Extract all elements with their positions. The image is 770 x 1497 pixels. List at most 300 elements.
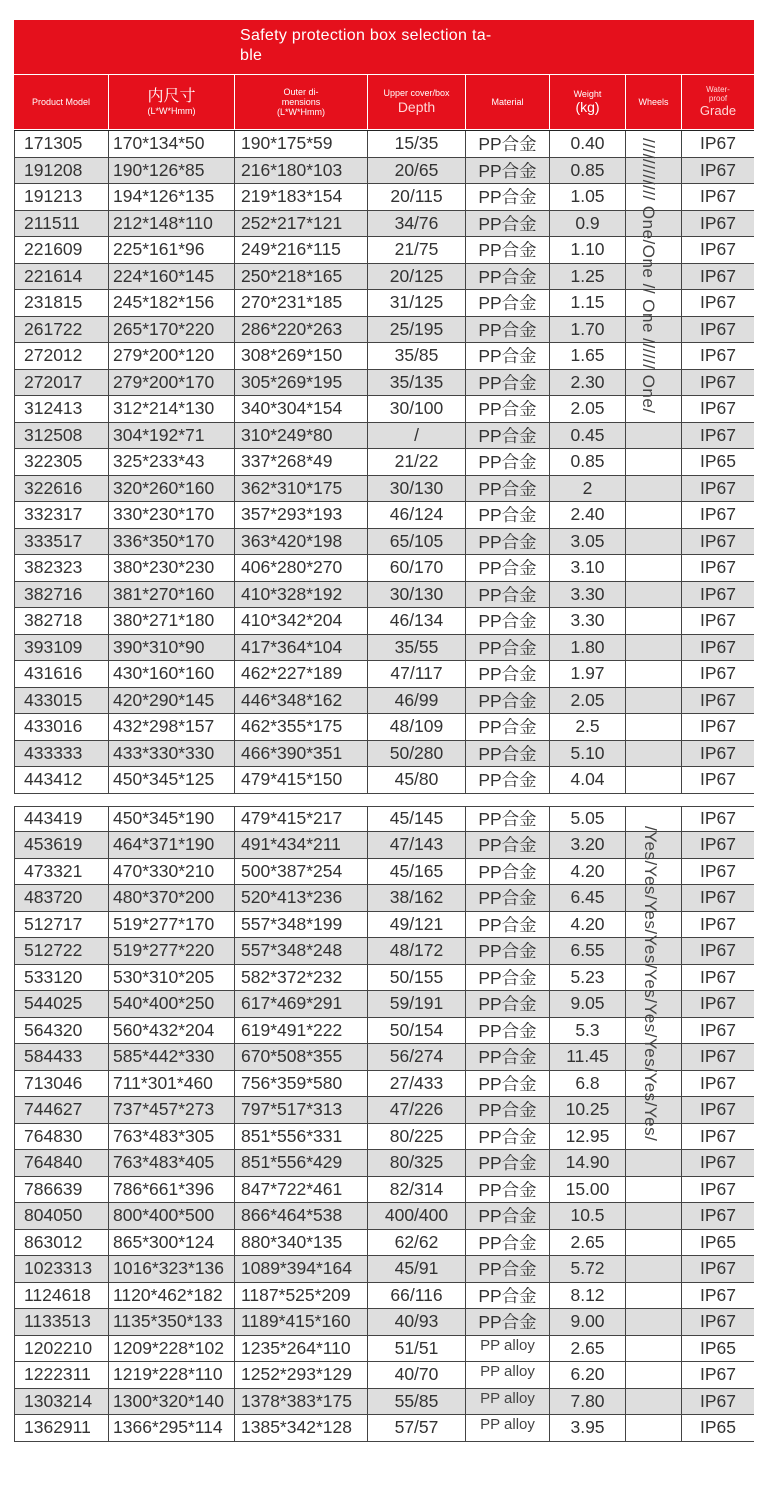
inner-dimensions-cell: 763*483*405 bbox=[109, 1150, 235, 1176]
material-cell: PP合金 bbox=[466, 661, 550, 687]
grade-cell: IP67 bbox=[700, 265, 736, 286]
table-row bbox=[14, 1283, 754, 1310]
material-cell: PP合金 bbox=[466, 714, 550, 740]
material-cell: PP alloy bbox=[466, 1336, 550, 1362]
grade-cell: IP67 bbox=[700, 887, 736, 908]
model-cell: 744627 bbox=[14, 1097, 109, 1123]
inner-dimensions-cell: 224*160*145 bbox=[109, 264, 235, 290]
model-cell: 382716 bbox=[14, 582, 109, 608]
model-cell: 1133513 bbox=[14, 1309, 109, 1335]
wheels-cell bbox=[626, 767, 682, 793]
weight-cell: 2.05 bbox=[550, 396, 626, 422]
wheels-cell bbox=[626, 1230, 682, 1256]
outer-dimensions-cell: 190*175*59 bbox=[235, 131, 368, 157]
model-cell: 221609 bbox=[14, 237, 109, 263]
table-row bbox=[14, 555, 754, 582]
material-cell: PP合金 bbox=[466, 965, 550, 991]
model-cell: 433016 bbox=[14, 714, 109, 740]
material-cell: PP合金 bbox=[466, 582, 550, 608]
grade-cell: IP67 bbox=[700, 371, 736, 392]
outer-dimensions-cell: 557*348*199 bbox=[235, 912, 368, 938]
weight-cell: 5.72 bbox=[550, 1256, 626, 1282]
material-cell: PP合金 bbox=[466, 184, 550, 210]
header-outer-sub: (L*W*Hmm) bbox=[277, 106, 325, 117]
grade-cell: IP67 bbox=[700, 1046, 736, 1067]
material-cell: PP合金 bbox=[466, 885, 550, 911]
wheels-cell bbox=[626, 1177, 682, 1203]
grade-cell: IP67 bbox=[700, 1364, 736, 1385]
header-outer-line1: Outer di- bbox=[283, 86, 319, 97]
inner-dimensions-cell: 420*290*145 bbox=[109, 688, 235, 714]
inner-dimensions-cell: 312*214*130 bbox=[109, 396, 235, 422]
grade-cell: IP67 bbox=[700, 716, 736, 737]
grade-cell: IP67 bbox=[700, 663, 736, 684]
grade-cell: IP67 bbox=[700, 292, 736, 313]
depth-cell: 35/135 bbox=[368, 370, 466, 396]
model-cell: 171305 bbox=[14, 131, 109, 157]
grade-cell: IP67 bbox=[700, 1099, 736, 1120]
weight-cell: 15.00 bbox=[550, 1177, 626, 1203]
grade-cell: IP67 bbox=[700, 636, 736, 657]
weight-cell: 3.05 bbox=[550, 529, 626, 555]
outer-dimensions-cell: 1235*264*110 bbox=[235, 1336, 368, 1362]
model-cell: 272012 bbox=[14, 343, 109, 369]
model-cell: 443412 bbox=[14, 767, 109, 793]
inner-dimensions-cell: 304*192*71 bbox=[109, 423, 235, 449]
depth-cell: 47/143 bbox=[368, 832, 466, 858]
model-cell: 433333 bbox=[14, 741, 109, 767]
table-row bbox=[14, 741, 754, 768]
header-wheels-label: Wheels bbox=[638, 97, 669, 107]
wheels-cell bbox=[626, 449, 682, 475]
material-cell: PP合金 bbox=[466, 264, 550, 290]
material-cell: PP合金 bbox=[466, 211, 550, 237]
model-cell: 453619 bbox=[14, 832, 109, 858]
outer-dimensions-cell: 216*180*103 bbox=[235, 158, 368, 184]
title-line-2: ble bbox=[240, 47, 263, 64]
weight-cell: 3.95 bbox=[550, 1415, 626, 1441]
model-cell: 272017 bbox=[14, 370, 109, 396]
header-material bbox=[466, 75, 550, 129]
weight-cell: 3.20 bbox=[550, 832, 626, 858]
depth-cell: 20/65 bbox=[368, 158, 466, 184]
depth-cell: 34/76 bbox=[368, 211, 466, 237]
material-cell: PP合金 bbox=[466, 688, 550, 714]
wheels-cell bbox=[626, 502, 682, 528]
inner-dimensions-cell: 430*160*160 bbox=[109, 661, 235, 687]
model-cell: 1202210 bbox=[14, 1336, 109, 1362]
material-cell: PP合金 bbox=[466, 131, 550, 157]
grade-cell: IP67 bbox=[700, 742, 736, 763]
material-cell: PP合金 bbox=[466, 476, 550, 502]
material-cell: PP合金 bbox=[466, 832, 550, 858]
depth-cell: 46/134 bbox=[368, 608, 466, 634]
wheels-cell bbox=[626, 1389, 682, 1415]
header-waterproof-grade bbox=[682, 75, 754, 129]
outer-dimensions-cell: 250*218*165 bbox=[235, 264, 368, 290]
model-cell: 261722 bbox=[14, 317, 109, 343]
depth-cell: 62/62 bbox=[368, 1230, 466, 1256]
outer-dimensions-cell: 337*268*49 bbox=[235, 449, 368, 475]
inner-dimensions-cell: 1135*350*133 bbox=[109, 1309, 235, 1335]
model-cell: 544025 bbox=[14, 991, 109, 1017]
depth-cell: 80/225 bbox=[368, 1124, 466, 1150]
inner-dimensions-cell: 470*330*210 bbox=[109, 859, 235, 885]
material-cell: PP合金 bbox=[466, 529, 550, 555]
material-cell: PP合金 bbox=[466, 1283, 550, 1309]
inner-dimensions-cell: 865*300*124 bbox=[109, 1230, 235, 1256]
weight-cell: 14.90 bbox=[550, 1150, 626, 1176]
weight-cell: 6.8 bbox=[550, 1071, 626, 1097]
header-row bbox=[14, 75, 754, 129]
weight-cell: 7.80 bbox=[550, 1389, 626, 1415]
grade-cell: IP67 bbox=[700, 689, 736, 710]
material-cell: PP合金 bbox=[466, 912, 550, 938]
inner-dimensions-cell: 336*350*170 bbox=[109, 529, 235, 555]
table-row bbox=[14, 1336, 754, 1363]
table-row bbox=[14, 449, 754, 476]
inner-dimensions-cell: 519*277*170 bbox=[109, 912, 235, 938]
material-cell: PP合金 bbox=[466, 807, 550, 832]
grade-cell: IP67 bbox=[700, 1019, 736, 1040]
material-cell: PP合金 bbox=[466, 158, 550, 184]
weight-cell: 1.80 bbox=[550, 635, 626, 661]
model-cell: 483720 bbox=[14, 885, 109, 911]
model-cell: 1222311 bbox=[14, 1362, 109, 1388]
outer-dimensions-cell: 1089*394*164 bbox=[235, 1256, 368, 1282]
weight-cell: 0.45 bbox=[550, 423, 626, 449]
weight-cell: 10.5 bbox=[550, 1203, 626, 1229]
wheels-yes-text: /Yes/Yes/Yes/Yes/Yes/Yes/Yes/Yes/Yes/ bbox=[641, 826, 660, 1142]
outer-dimensions-cell: 462*355*175 bbox=[235, 714, 368, 740]
inner-dimensions-cell: 464*371*190 bbox=[109, 832, 235, 858]
header-weight bbox=[550, 75, 626, 129]
header-depth-label: Depth bbox=[397, 99, 436, 115]
table-row bbox=[14, 582, 754, 609]
weight-cell: 9.05 bbox=[550, 991, 626, 1017]
outer-dimensions-cell: 1187*525*209 bbox=[235, 1283, 368, 1309]
inner-dimensions-cell: 265*170*220 bbox=[109, 317, 235, 343]
title-line-1: Safety protection box selection ta- bbox=[240, 27, 492, 44]
depth-cell: 21/75 bbox=[368, 237, 466, 263]
outer-dimensions-cell: 363*420*198 bbox=[235, 529, 368, 555]
header-inner-dimensions bbox=[109, 75, 235, 129]
depth-cell: 46/124 bbox=[368, 502, 466, 528]
grade-cell: IP67 bbox=[700, 1311, 736, 1332]
inner-dimensions-cell: 450*345*125 bbox=[109, 767, 235, 793]
inner-dimensions-cell: 1209*228*102 bbox=[109, 1336, 235, 1362]
inner-dimensions-cell: 190*126*85 bbox=[109, 158, 235, 184]
weight-cell: 10.25 bbox=[550, 1097, 626, 1123]
model-cell: 312508 bbox=[14, 423, 109, 449]
depth-cell: 48/172 bbox=[368, 938, 466, 964]
header-wp-line2: proof bbox=[708, 94, 728, 103]
material-cell: PP合金 bbox=[466, 396, 550, 422]
weight-cell: 2.30 bbox=[550, 370, 626, 396]
outer-dimensions-cell: 756*359*580 bbox=[235, 1071, 368, 1097]
weight-cell: 2.40 bbox=[550, 502, 626, 528]
inner-dimensions-cell: 1366*295*114 bbox=[109, 1415, 235, 1441]
inner-dimensions-cell: 225*161*96 bbox=[109, 237, 235, 263]
header-grade-label: Grade bbox=[699, 103, 737, 118]
depth-cell: 30/130 bbox=[368, 582, 466, 608]
model-cell: 863012 bbox=[14, 1230, 109, 1256]
weight-cell: 1.70 bbox=[550, 317, 626, 343]
weight-cell: 0.85 bbox=[550, 449, 626, 475]
grade-cell: IP65 bbox=[700, 1231, 736, 1252]
weight-cell: 6.55 bbox=[550, 938, 626, 964]
outer-dimensions-cell: 362*310*175 bbox=[235, 476, 368, 502]
outer-dimensions-cell: 270*231*185 bbox=[235, 290, 368, 316]
inner-dimensions-cell: 585*442*330 bbox=[109, 1044, 235, 1070]
grade-cell: IP67 bbox=[700, 477, 736, 498]
model-cell: 191213 bbox=[14, 184, 109, 210]
outer-dimensions-cell: 249*216*115 bbox=[235, 237, 368, 263]
material-cell: PP alloy bbox=[466, 1415, 550, 1441]
grade-cell: IP65 bbox=[700, 1417, 736, 1438]
inner-dimensions-cell: 1219*228*110 bbox=[109, 1362, 235, 1388]
grade-cell: IP65 bbox=[700, 451, 736, 472]
inner-dimensions-cell: 320*260*160 bbox=[109, 476, 235, 502]
weight-cell: 2.65 bbox=[550, 1230, 626, 1256]
model-cell: 1362911 bbox=[14, 1415, 109, 1441]
depth-cell: 45/91 bbox=[368, 1256, 466, 1282]
outer-dimensions-cell: 491*434*211 bbox=[235, 832, 368, 858]
depth-cell: 66/116 bbox=[368, 1283, 466, 1309]
inner-dimensions-cell: 325*233*43 bbox=[109, 449, 235, 475]
model-cell: 804050 bbox=[14, 1203, 109, 1229]
outer-dimensions-cell: 417*364*104 bbox=[235, 635, 368, 661]
model-cell: 382718 bbox=[14, 608, 109, 634]
header-wheels bbox=[626, 75, 682, 129]
table-row bbox=[14, 1177, 754, 1204]
grade-cell: IP67 bbox=[700, 398, 736, 419]
material-cell: PP合金 bbox=[466, 608, 550, 634]
depth-cell: 35/85 bbox=[368, 343, 466, 369]
table-row bbox=[14, 688, 754, 715]
depth-cell: 47/226 bbox=[368, 1097, 466, 1123]
grade-cell: IP67 bbox=[700, 1284, 736, 1305]
grade-cell: IP67 bbox=[700, 993, 736, 1014]
grade-cell: IP67 bbox=[700, 318, 736, 339]
grade-cell: IP67 bbox=[700, 239, 736, 260]
material-cell: PP合金 bbox=[466, 1203, 550, 1229]
grade-cell: IP67 bbox=[700, 345, 736, 366]
material-cell: PP合金 bbox=[466, 859, 550, 885]
outer-dimensions-cell: 1252*293*129 bbox=[235, 1362, 368, 1388]
weight-cell: 2.65 bbox=[550, 1336, 626, 1362]
outer-dimensions-cell: 410*328*192 bbox=[235, 582, 368, 608]
depth-cell: 55/85 bbox=[368, 1389, 466, 1415]
weight-cell: 8.12 bbox=[550, 1283, 626, 1309]
inner-dimensions-cell: 194*126*135 bbox=[109, 184, 235, 210]
weight-cell: 6.45 bbox=[550, 885, 626, 911]
header-wp-line1: Water- bbox=[706, 85, 730, 94]
material-cell: PP合金 bbox=[466, 423, 550, 449]
grade-cell: IP67 bbox=[700, 1072, 736, 1093]
table-title bbox=[240, 26, 530, 66]
weight-cell: 1.05 bbox=[550, 184, 626, 210]
material-cell: PP合金 bbox=[466, 555, 550, 581]
header-material-label: Material bbox=[491, 97, 524, 107]
outer-dimensions-cell: 462*227*189 bbox=[235, 661, 368, 687]
inner-dimensions-cell: 279*200*120 bbox=[109, 343, 235, 369]
wheels-cell bbox=[626, 1150, 682, 1176]
weight-cell: 5.10 bbox=[550, 741, 626, 767]
grade-cell: IP67 bbox=[700, 1258, 736, 1279]
wheels-cell bbox=[626, 555, 682, 581]
weight-cell: 5.3 bbox=[550, 1018, 626, 1044]
depth-cell: 45/80 bbox=[368, 767, 466, 793]
header-product-model bbox=[14, 75, 109, 129]
grade-cell: IP65 bbox=[700, 1337, 736, 1358]
grade-cell: IP67 bbox=[700, 769, 736, 790]
outer-dimensions-cell: 619*491*222 bbox=[235, 1018, 368, 1044]
inner-dimensions-cell: 381*270*160 bbox=[109, 582, 235, 608]
grade-cell: IP67 bbox=[700, 860, 736, 881]
material-cell: PP合金 bbox=[466, 1309, 550, 1335]
model-cell: 764830 bbox=[14, 1124, 109, 1150]
depth-cell: 50/154 bbox=[368, 1018, 466, 1044]
depth-cell: 30/100 bbox=[368, 396, 466, 422]
grade-cell: IP67 bbox=[700, 424, 736, 445]
weight-cell: 2.05 bbox=[550, 688, 626, 714]
header-outer-line2: mensions bbox=[281, 96, 321, 107]
material-cell: PP合金 bbox=[466, 741, 550, 767]
grade-cell: IP67 bbox=[700, 1390, 736, 1411]
table-row bbox=[14, 1230, 754, 1257]
weight-cell: 1.15 bbox=[550, 290, 626, 316]
model-cell: 221614 bbox=[14, 264, 109, 290]
depth-cell: 27/433 bbox=[368, 1071, 466, 1097]
inner-dimensions-cell: 1120*462*182 bbox=[109, 1283, 235, 1309]
depth-cell: 38/162 bbox=[368, 885, 466, 911]
model-cell: 322616 bbox=[14, 476, 109, 502]
model-cell: 231815 bbox=[14, 290, 109, 316]
inner-dimensions-cell: 1300*320*140 bbox=[109, 1389, 235, 1415]
inner-dimensions-cell: 450*345*190 bbox=[109, 807, 235, 832]
model-cell: 512722 bbox=[14, 938, 109, 964]
weight-cell: 0.85 bbox=[550, 158, 626, 184]
table-row bbox=[14, 423, 754, 450]
inner-dimensions-cell: 170*134*50 bbox=[109, 131, 235, 157]
model-cell: 333517 bbox=[14, 529, 109, 555]
depth-cell: 30/130 bbox=[368, 476, 466, 502]
depth-cell: 65/105 bbox=[368, 529, 466, 555]
material-cell: PP alloy bbox=[466, 1362, 550, 1388]
weight-cell: 11.45 bbox=[550, 1044, 626, 1070]
material-cell: PP合金 bbox=[466, 1256, 550, 1282]
weight-cell: 9.00 bbox=[550, 1309, 626, 1335]
material-cell: PP合金 bbox=[466, 317, 550, 343]
table-row bbox=[14, 1256, 754, 1283]
material-cell: PP合金 bbox=[466, 1177, 550, 1203]
weight-cell: 4.20 bbox=[550, 912, 626, 938]
inner-dimensions-cell: 212*148*110 bbox=[109, 211, 235, 237]
model-cell: 191208 bbox=[14, 158, 109, 184]
grade-cell: IP67 bbox=[700, 159, 736, 180]
header-weight-unit: (kg) bbox=[575, 99, 600, 115]
depth-cell: 20/115 bbox=[368, 184, 466, 210]
grade-cell: IP67 bbox=[700, 940, 736, 961]
model-cell: 786639 bbox=[14, 1177, 109, 1203]
depth-cell: 21/22 bbox=[368, 449, 466, 475]
grade-cell: IP67 bbox=[700, 530, 736, 551]
grade-cell: IP67 bbox=[700, 212, 736, 233]
wheels-cell bbox=[626, 1362, 682, 1388]
weight-cell: 5.23 bbox=[550, 965, 626, 991]
weight-cell: 3.30 bbox=[550, 582, 626, 608]
outer-dimensions-cell: 286*220*263 bbox=[235, 317, 368, 343]
weight-cell: 1.65 bbox=[550, 343, 626, 369]
outer-dimensions-cell: 479*415*150 bbox=[235, 767, 368, 793]
depth-cell: 48/109 bbox=[368, 714, 466, 740]
weight-cell: 5.05 bbox=[550, 807, 626, 832]
outer-dimensions-cell: 310*249*80 bbox=[235, 423, 368, 449]
wheels-cell bbox=[626, 1256, 682, 1282]
material-cell: PP合金 bbox=[466, 1124, 550, 1150]
inner-dimensions-cell: 380*271*180 bbox=[109, 608, 235, 634]
material-cell: PP合金 bbox=[466, 237, 550, 263]
inner-dimensions-cell: 245*182*156 bbox=[109, 290, 235, 316]
material-cell: PP合金 bbox=[466, 1097, 550, 1123]
grade-cell: IP67 bbox=[700, 808, 736, 829]
model-cell: 332317 bbox=[14, 502, 109, 528]
outer-dimensions-cell: 880*340*135 bbox=[235, 1230, 368, 1256]
model-cell: 211511 bbox=[14, 211, 109, 237]
material-cell: PP合金 bbox=[466, 502, 550, 528]
material-cell: PP合金 bbox=[466, 1150, 550, 1176]
depth-cell: 40/70 bbox=[368, 1362, 466, 1388]
weight-cell: 12.95 bbox=[550, 1124, 626, 1150]
outer-dimensions-cell: 520*413*236 bbox=[235, 885, 368, 911]
table-row bbox=[14, 1389, 754, 1416]
material-cell: PP合金 bbox=[466, 1044, 550, 1070]
depth-cell: 35/55 bbox=[368, 635, 466, 661]
table-row bbox=[14, 1150, 754, 1177]
wheels-cell bbox=[626, 1283, 682, 1309]
inner-dimensions-cell: 800*400*500 bbox=[109, 1203, 235, 1229]
model-cell: 1023313 bbox=[14, 1256, 109, 1282]
model-cell: 713046 bbox=[14, 1071, 109, 1097]
table-row bbox=[14, 529, 754, 556]
inner-dimensions-cell: 480*370*200 bbox=[109, 885, 235, 911]
depth-cell: 25/195 bbox=[368, 317, 466, 343]
depth-cell: 45/165 bbox=[368, 859, 466, 885]
inner-dimensions-cell: 1016*323*136 bbox=[109, 1256, 235, 1282]
wheels-cell bbox=[626, 688, 682, 714]
inner-dimensions-cell: 763*483*305 bbox=[109, 1124, 235, 1150]
material-cell: PP alloy bbox=[466, 1389, 550, 1415]
outer-dimensions-cell: 252*217*121 bbox=[235, 211, 368, 237]
header-depth bbox=[368, 75, 466, 129]
table-row bbox=[14, 502, 754, 529]
model-cell: 322305 bbox=[14, 449, 109, 475]
material-cell: PP合金 bbox=[466, 290, 550, 316]
model-cell: 533120 bbox=[14, 965, 109, 991]
model-cell: 1303214 bbox=[14, 1389, 109, 1415]
outer-dimensions-cell: 219*183*154 bbox=[235, 184, 368, 210]
wheels-cell bbox=[626, 661, 682, 687]
depth-cell: 47/117 bbox=[368, 661, 466, 687]
outer-dimensions-cell: 357*293*193 bbox=[235, 502, 368, 528]
grade-cell: IP67 bbox=[700, 1205, 736, 1226]
table-row bbox=[14, 767, 754, 794]
inner-dimensions-cell: 330*230*170 bbox=[109, 502, 235, 528]
outer-dimensions-cell: 557*348*248 bbox=[235, 938, 368, 964]
header-inner-cn: 内尺寸 bbox=[147, 87, 196, 105]
outer-dimensions-cell: 670*508*355 bbox=[235, 1044, 368, 1070]
